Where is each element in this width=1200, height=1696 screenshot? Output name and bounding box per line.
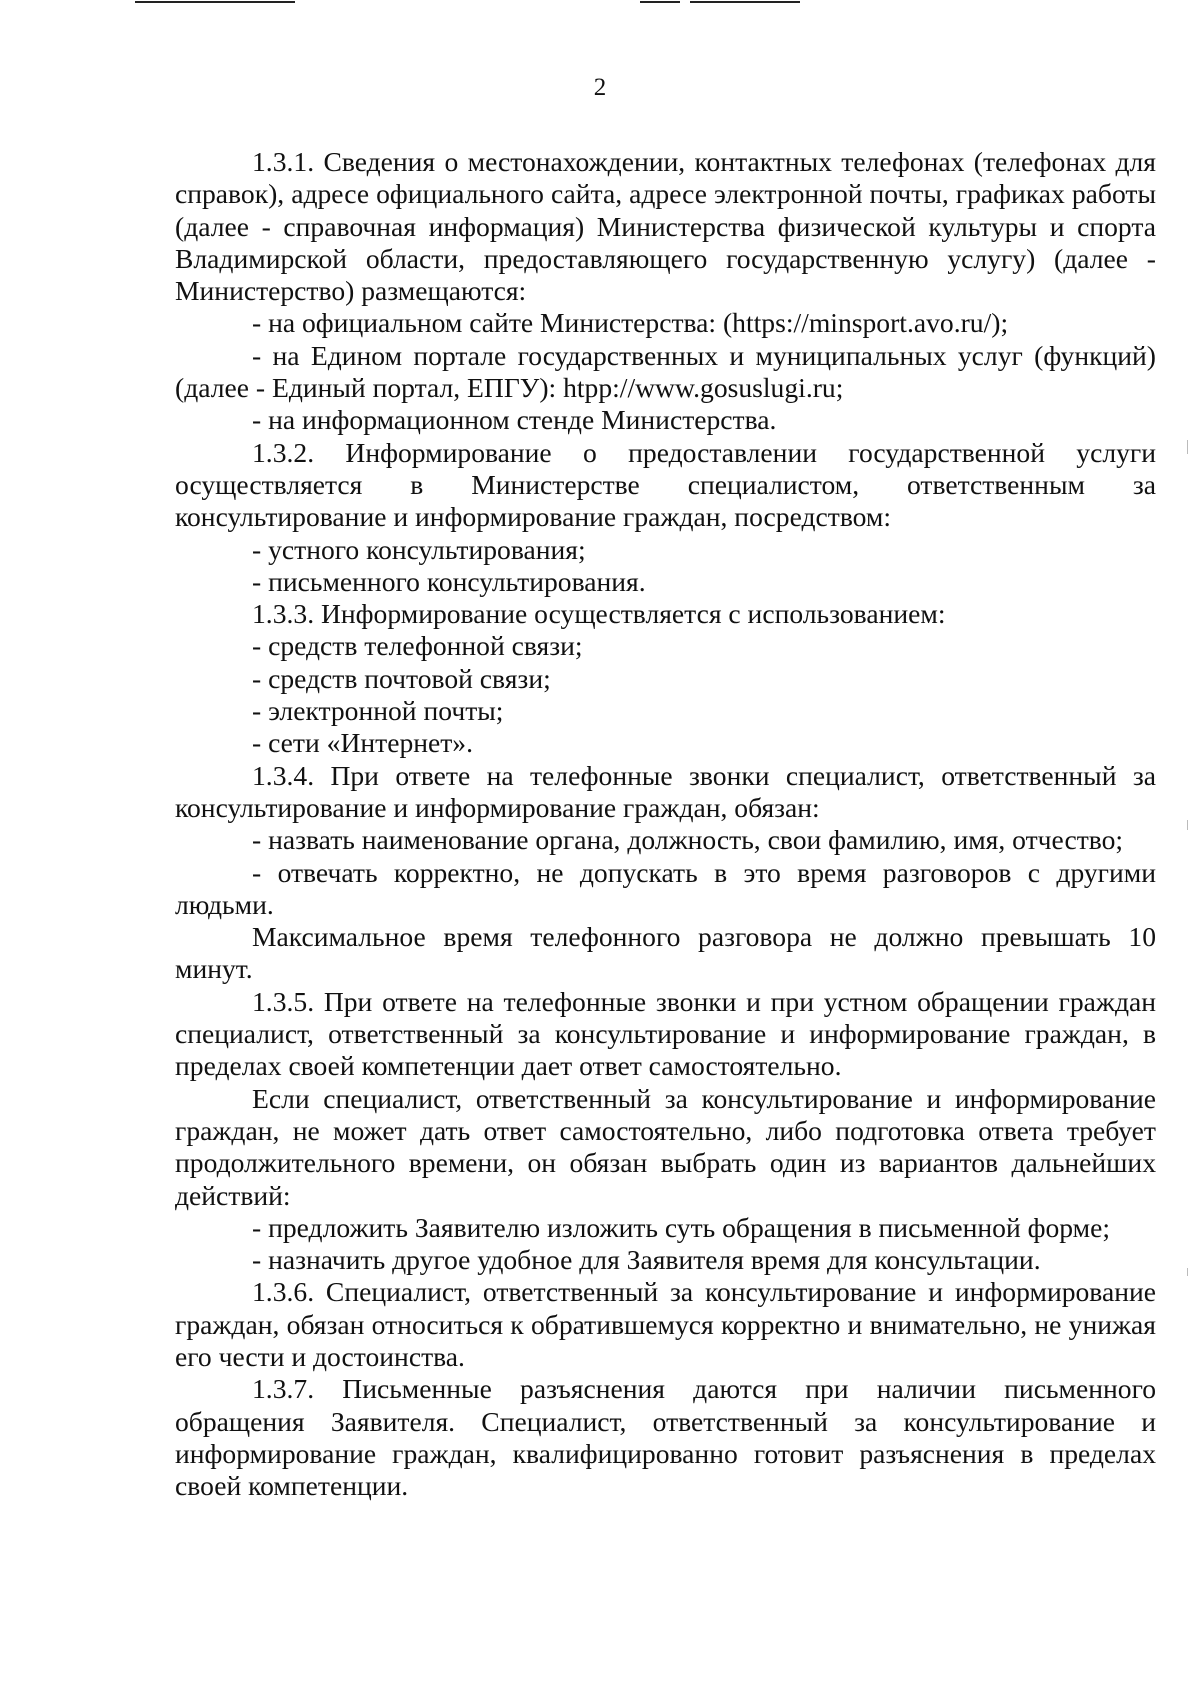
paragraph-1-3-3: 1.3.3. Информирование осуществляется с использованием:: [252, 598, 946, 630]
paragraph-1-3-5: 1.3.5. При ответе на телефонные звонки и при устном обращении граждан специалист, ответственный за консультирование и информирование граждан, в пределах своей компетенции дает ответ самостоятельно.: [175, 985, 1156, 1082]
list-item-epgu: - на Едином портале государственных и муниципальных услуг (функций) (далее - Единый портал, ЕПГУ): htpp://www.gosuslugi.ru;: [175, 339, 1156, 404]
paragraph-if-specialist: Если специалист, ответственный за консультирование и информирование граждан, не может дать ответ самостоятельно, либо подготовка ответа требует продолжительного времени, он обязан выбрать один из вариантов дальнейших действий:: [175, 1082, 1156, 1211]
paragraph-max-time: Максимальное время телефонного разговора не должно превышать 10 минут.: [175, 921, 1156, 985]
paragraph-1-3-6: 1.3.6. Специалист, ответственный за консультирование и информирование граждан, обязан относиться к обратившемуся корректно и внимательно, не унижая его чести и достоинства.: [175, 1276, 1156, 1372]
list-item-other-time: - назначить другое удобное для Заявителя время для консультации.: [252, 1244, 1041, 1276]
paragraph-1-3-7: 1.3.7. Письменные разъяснения даются при наличии письменного обращения Заявителя. Специалист, ответственный за консультирование и информирование граждан, квалифицированно готовит разъяснения в пределах своей компетенции.: [175, 1373, 1156, 1502]
list-item-oral: - устного консультирования;: [252, 533, 586, 565]
scan-margin-mark: [1187, 820, 1188, 830]
list-item-official-site: - на официальном сайте Министерства: (https://minsport.avo.ru/);: [252, 307, 1009, 339]
paragraph-1-3-2: 1.3.2. Информирование о предоставлении государственной услуги осуществляется в Министерстве специалистом, ответственным за консультирование и информирование граждан, посредством:: [175, 436, 1156, 533]
page-number: 2: [593, 74, 607, 101]
list-item-info-stand: - на информационном стенде Министерства.: [252, 404, 777, 436]
list-item-answer-correctly: - отвечать корректно, не допускать в это время разговоров с другими людьми.: [175, 856, 1156, 920]
list-item-post: - средств почтовой связи;: [252, 662, 551, 694]
scan-margin-mark: [1187, 1268, 1188, 1276]
list-item-name-org: - назвать наименование органа, должность, свои фамилию, имя, отчество;: [252, 824, 1124, 856]
paragraph-1-3-4: 1.3.4. При ответе на телефонные звонки специалист, ответственный за консультирование и информирование граждан, обязан:: [175, 759, 1156, 823]
list-item-written: - письменного консультирования.: [252, 565, 646, 597]
paragraph-1-3-1: 1.3.1. Сведения о местонахождении, контактных телефонах (телефонах для справок), адресе официального сайта, адресе электронной почты, графиках работы (далее - справочная информация) Министерства физической культуры и спорта Владимирской области, предоставляющего государственную услугу) (далее - Министерство) размещаются:: [175, 146, 1156, 307]
scan-top-edge-lines: [0, 0, 1200, 8]
list-item-written-form: - предложить Заявителю изложить суть обращения в письменной форме;: [252, 1211, 1111, 1243]
list-item-email: - электронной почты;: [252, 695, 504, 727]
scan-margin-mark: [1187, 440, 1188, 454]
document-body: [175, 146, 1156, 1502]
list-item-internet: - сети «Интернет».: [252, 727, 474, 759]
list-item-phone: - средств телефонной связи;: [252, 630, 583, 662]
